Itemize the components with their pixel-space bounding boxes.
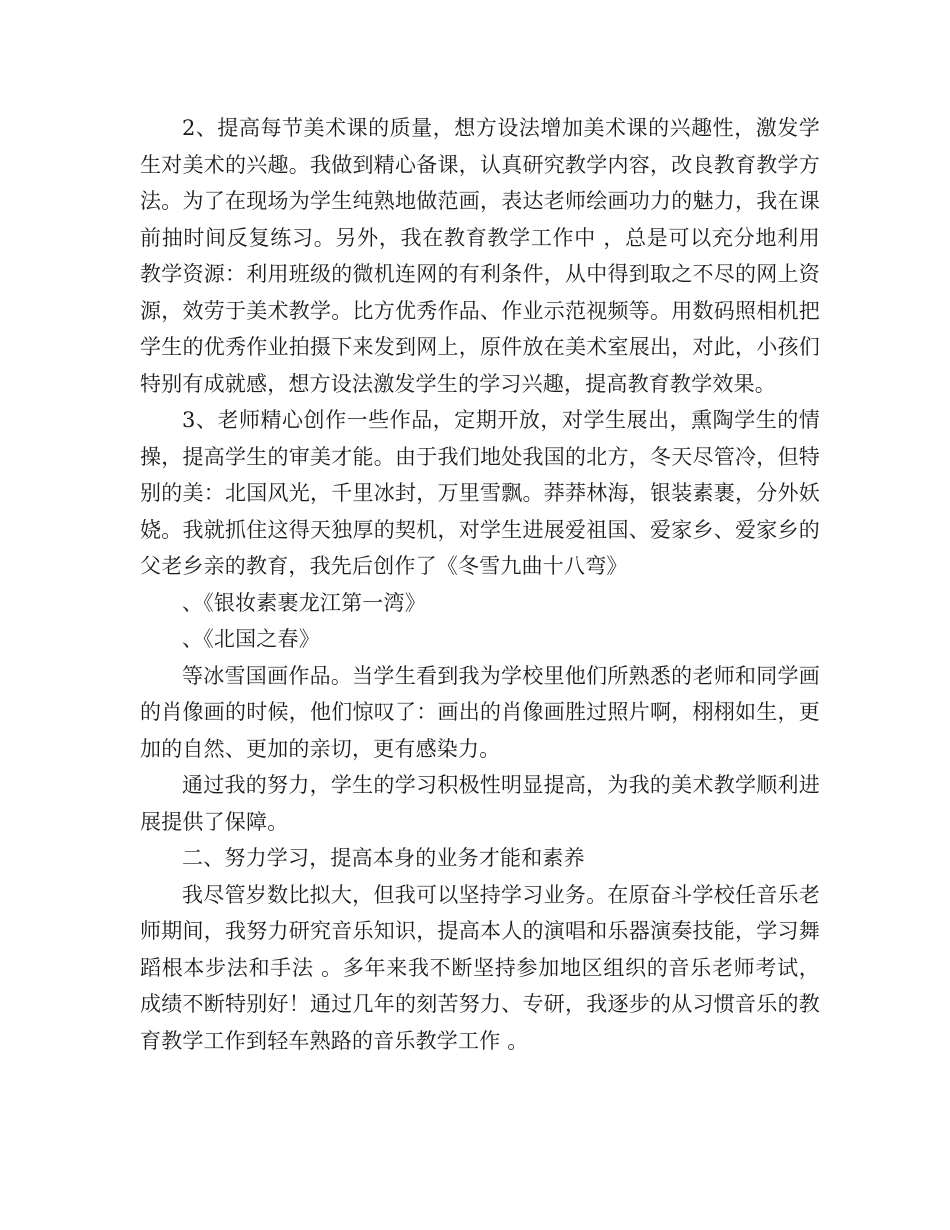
paragraph-student-motivation: 通过我的努力，学生的学习积极性明显提高，为我的美术教学顺利进展提供了保障。 [140,773,820,834]
document-body [140,110,820,1059]
paragraph-artwork-title-2: 、《北国之春》 [182,627,320,651]
paragraph-portrait-works: 等冰雪国画作品。当学生看到我为学校里他们所熟悉的老师和同学画的肖像画的时候，他们惊叹了：画出的肖像画胜过照片啊，栩栩如生，更加的自然、更加的亲切，更有感染力。 [140,663,820,761]
paragraph-teacher-creations: 3、老师精心创作一些作品，定期开放，对学生展出，熏陶学生的情操，提高学生的审美才能。由于我们地处我国的北方，冬天尽管冷，但特别的美：北国风光，千里冰封，万里雪飘。莽莽林海，银装素裹，分外妖娆。我就抓住这得天独厚的契机，对学生进展爱祖国、爱家乡、爱家乡的父老乡亲的教育，我先后创作了《冬雪九曲十八弯》 [140,408,820,578]
section-heading-study: 二、努力学习，提高本身的业务才能和素养 [182,846,585,870]
paragraph-artwork-title-1: 、《银妆素裹龙江第一湾》 [182,590,426,615]
paragraph-art-class-quality: 2、提高每节美术课的质量，想方设法增加美术课的兴趣性，激发学生对美术的兴趣。我做到精心备课，认真研究教学内容，改良教育教学方法。为了在现场为学生纯熟地做范画，表达老师绘画功力的魅力，我在课前抽时间反复练习。另外，我在教育教学工作中 ，总是可以充分地利用教学资源：利用班级的微机连网的有利条件，从中得到取之不尽的网上资源，效劳于美术教学。比方优秀作品、作业示范视频等。用数码照相机把学生的优秀作业拍摄下来发到网上，原件放在美术室展出，对此，小孩们特别有成就感，想方设法激发学生的学习兴趣，提高教育教学效果。 [140,116,820,396]
paragraph-music-study: 我尽管岁数比拟大，但我可以坚持学习业务。在原奋斗学校任音乐老师期间，我努力研究音乐知识，提高本人的演唱和乐器演奏技能，学习舞蹈根本步法和手法 。多年来我不断坚持参加地区组织的音乐老师考试，成绩不断特别好！通过几年的刻苦努力、专研，我逐步的从习惯音乐的教育教学工作到轻车熟路的音乐教学工作 。 [140,882,820,1053]
